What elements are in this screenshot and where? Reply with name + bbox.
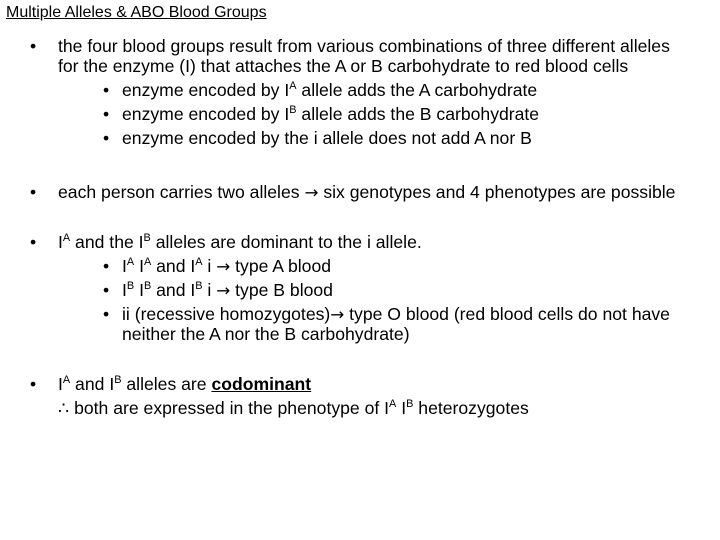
allele-symbol: I xyxy=(384,398,390,418)
bullet-marker: • xyxy=(30,232,37,252)
allele-symbol: I xyxy=(122,280,127,300)
sub-bullet-ib xyxy=(0,104,720,124)
sub-bullet-text: type B blood xyxy=(230,280,333,300)
allele-superscript: B xyxy=(114,374,122,387)
bullet-marker: • xyxy=(103,256,110,276)
bullet-genotypes xyxy=(0,182,720,202)
bullet-text: each person carries two alleles xyxy=(58,182,305,202)
allele-symbol: I xyxy=(58,374,63,394)
sub-bullet-text: allele adds the B carbohydrate xyxy=(296,104,540,124)
allele-superscript: B xyxy=(289,104,297,117)
allele-superscript: A xyxy=(62,374,71,387)
bullet-codominance xyxy=(0,374,720,394)
allele-symbol: I xyxy=(58,232,63,252)
allele-symbol: I xyxy=(139,280,144,300)
allele-superscript: A xyxy=(62,232,71,245)
arrow-icon: → xyxy=(216,256,231,276)
bullet-text: six genotypes and 4 phenotypes are possible xyxy=(318,182,676,202)
bullet-text: alleles are xyxy=(121,374,212,394)
sub-bullet-text: allele adds the A carbohydrate xyxy=(296,80,538,100)
sub-bullet-text: and xyxy=(151,256,191,276)
allele-symbol: I xyxy=(139,256,144,276)
sub-bullet-text: enzyme encoded by the i allele does not add A nor B xyxy=(122,128,532,148)
sub-bullet-text: i xyxy=(202,280,217,300)
sub-bullet-type-b xyxy=(0,280,720,300)
sub-bullet-type-a xyxy=(0,256,720,276)
bullet-marker: • xyxy=(103,280,110,300)
bullet-text: alleles are dominant to the i allele. xyxy=(150,232,422,252)
allele-superscript: A xyxy=(195,256,203,269)
sub-bullet-text: enzyme encoded by xyxy=(122,80,285,100)
allele-superscript: A xyxy=(143,256,152,269)
allele-symbol: I xyxy=(190,280,196,300)
allele-superscript: B xyxy=(406,398,414,411)
bullet-marker: • xyxy=(30,374,37,394)
arrow-icon: → xyxy=(304,182,319,202)
allele-superscript: B xyxy=(143,280,152,293)
bullet-marker: • xyxy=(103,128,110,148)
sub-bullet-text: and xyxy=(151,280,191,300)
codominant-term: codominant xyxy=(211,374,312,394)
sub-bullet-text: type O blood (red blood cells do not have neither the A nor the B carbohydrate) xyxy=(122,304,670,344)
bullet-text: the four blood groups result from various combinations of three different alleles for the enzyme (I) that attaches the A or B carbohydrate to red blood cells xyxy=(58,36,670,76)
allele-symbol: I xyxy=(138,232,144,252)
allele-symbol: I xyxy=(401,398,407,418)
sub-bullet-text: enzyme encoded by xyxy=(122,104,285,124)
allele-superscript: B xyxy=(143,232,151,245)
allele-symbol: I xyxy=(122,256,127,276)
allele-superscript: B xyxy=(126,280,135,293)
conclusion-text: both are expressed in the phenotype of xyxy=(69,398,385,418)
allele-superscript: A xyxy=(289,80,297,93)
sub-bullet-ia xyxy=(0,80,720,100)
allele-symbol: I xyxy=(190,256,196,276)
slide-title: Multiple Alleles & ABO Blood Groups xyxy=(6,4,267,21)
conclusion-text: heterozygotes xyxy=(413,398,529,418)
allele-superscript: A xyxy=(389,398,397,411)
bullet-marker: • xyxy=(103,80,110,100)
bullet-dominance xyxy=(0,232,720,252)
arrow-icon: → xyxy=(330,304,345,324)
sub-bullet-text: i xyxy=(202,256,217,276)
allele-symbol: I xyxy=(109,374,115,394)
bullet-marker: • xyxy=(103,104,110,124)
allele-symbol: I xyxy=(284,80,290,100)
therefore-icon: ∴ xyxy=(58,398,70,418)
bullet-marker: • xyxy=(30,36,37,56)
bullet-marker: • xyxy=(103,304,110,324)
sub-bullet-i xyxy=(0,128,720,148)
sub-bullet-text: ii (recessive homozygotes) xyxy=(122,304,331,324)
allele-superscript: A xyxy=(126,256,135,269)
bullet-text: and the xyxy=(70,232,139,252)
bullet-marker: • xyxy=(30,182,37,202)
allele-symbol: I xyxy=(284,104,290,124)
bullet-text: and xyxy=(70,374,110,394)
sub-bullet-type-o xyxy=(0,304,720,344)
slide-body xyxy=(0,36,720,418)
arrow-icon: → xyxy=(216,280,231,300)
sub-bullet-text: type A blood xyxy=(230,256,332,276)
bullet-blood-groups xyxy=(0,36,720,76)
codominance-conclusion xyxy=(0,398,720,418)
allele-superscript: B xyxy=(195,280,203,293)
